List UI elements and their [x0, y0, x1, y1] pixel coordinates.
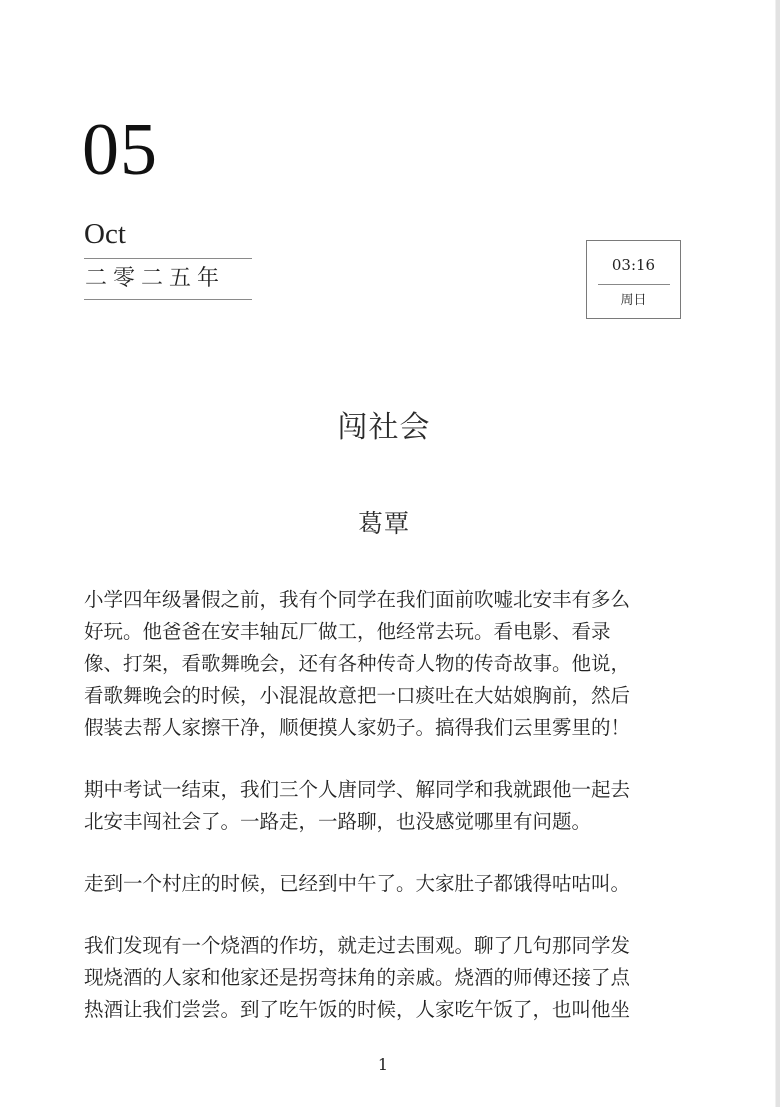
paragraph-line: 小学四年级暑假之前，我有个同学在我们面前吹嘘北安丰有多么 [84, 588, 631, 611]
paragraph-line: 好玩。他爸爸在安丰轴瓦厂做工，他经常去玩。看电影、看录 [84, 620, 611, 643]
date-month: Oct [84, 218, 126, 250]
paragraph [84, 584, 704, 744]
time-box [586, 240, 681, 319]
paragraph-line: 走到一个村庄的时候，已经到中午了。大家肚子都饿得咕咕叫。 [84, 872, 631, 895]
article-title: 闯社会 [337, 410, 431, 445]
article-author: 葛覃 [357, 509, 410, 538]
page-number: 1 [377, 1055, 389, 1074]
date-rule-bottom [84, 299, 252, 300]
date-day: 05 [82, 109, 158, 191]
article-body [84, 584, 704, 1056]
weekday-label: 周日 [620, 293, 647, 308]
page-edge-shadow [776, 0, 780, 1107]
paragraph-line: 我们发现有一个烧酒的作坊，就走过去围观。聊了几句那同学发 [84, 934, 631, 957]
paragraph [84, 868, 704, 900]
time-box-divider [598, 284, 670, 285]
date-year: 二零二五年 [85, 266, 226, 291]
paragraph-line: 像、打架，看歌舞晚会，还有各种传奇人物的传奇故事。他说， [84, 652, 631, 675]
paragraph [84, 930, 704, 1026]
paragraph-line: 现烧酒的人家和他家还是拐弯抹角的亲戚。烧酒的师傅还接了点 [84, 966, 631, 989]
paragraph-line: 看歌舞晚会的时候，小混混故意把一口痰吐在大姑娘胸前，然后 [84, 684, 631, 707]
paragraph [84, 774, 704, 838]
paragraph-line: 热酒让我们尝尝。到了吃午饭的时候，人家吃午饭了，也叫他坐 [84, 998, 631, 1021]
time-value: 03:16 [611, 256, 656, 274]
paragraph-line: 期中考试一结束，我们三个人唐同学、解同学和我就跟他一起去 [84, 778, 631, 801]
paragraph-line: 北安丰闯社会了。一路走，一路聊，也没感觉哪里有问题。 [84, 810, 592, 833]
paragraph-line: 假装去帮人家擦干净，顺便摸人家奶子。搞得我们云里雾里的！ [84, 716, 631, 739]
date-rule-top [84, 258, 252, 259]
